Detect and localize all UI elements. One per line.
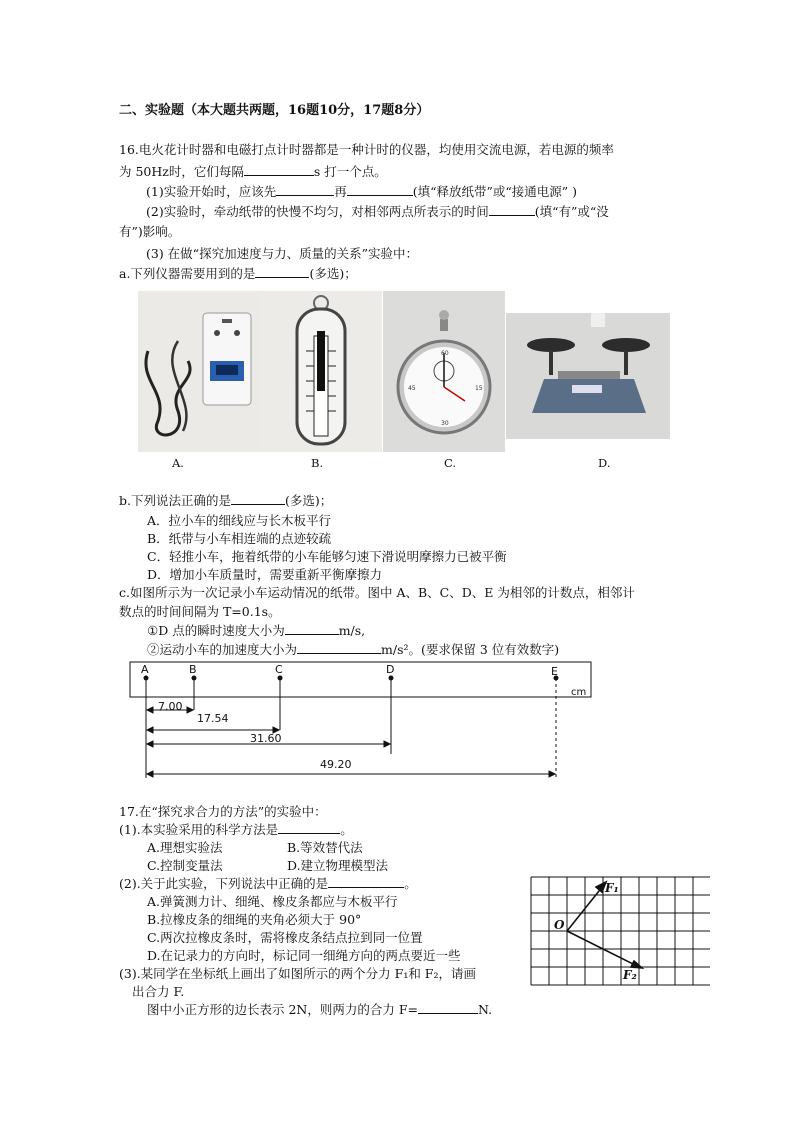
q17-p1-option-c: C.控制变量法	[147, 858, 223, 873]
q16-blank-effect[interactable]	[489, 203, 535, 216]
q17-p2-option-c: C.两次拉橡皮条时，需将橡皮条结点拉到同一位置	[147, 930, 423, 945]
vector-f2-arrowhead	[631, 961, 642, 968]
tape-label-b: B	[189, 663, 197, 676]
q17-blank-correct[interactable]	[328, 875, 404, 888]
tape-dist-ab: 7.00	[158, 700, 183, 713]
q16-b-option-a: A．拉小车的细线应与长木板平行	[147, 513, 332, 528]
q16-stem-line2: 为 50Hz时，它们每隔 s 打一个点。	[119, 164, 387, 179]
tape-label-e: E	[551, 665, 558, 678]
q17-blank-method[interactable]	[278, 821, 340, 834]
tape-dist-ac: 17.54	[197, 712, 229, 725]
q16-blank-b[interactable]	[231, 492, 285, 505]
q17-part3-line2: 出合力 F.	[132, 984, 185, 999]
q16-b-option-b: B．纸带与小车相连端的点迹较疏	[147, 531, 332, 546]
paper-tape-diagram	[125, 658, 595, 783]
tape-dist-ad: 31.60	[250, 732, 282, 745]
q17-p1-option-b: B.等效替代法	[287, 840, 363, 855]
q16-stem-line1: 16.电火花计时器和电磁打点计时器都是一种计时的仪器，均使用交流电源，若电源的频率	[119, 142, 614, 157]
photo-stopwatch	[383, 291, 505, 452]
q17-part1: (1).本实验采用的科学方法是 。	[119, 822, 353, 837]
q17-p1-option-d: D.建立物理模型法	[287, 858, 389, 873]
grid-f1-label: F₁	[605, 881, 619, 895]
q17-stem: 17.在“探究求合力的方法”的实验中：	[119, 804, 327, 819]
q16-part2: (2)实验时，牵动纸带的快慢不均匀，对相邻两点所表示的时间 (填“有”或“没	[146, 204, 609, 219]
q17-p2-option-d: D.在记录力的方向时，标记同一细绳方向的两点要近一些	[147, 948, 461, 963]
q17-p2-option-a: A.弹簧测力计、细绳、橡皮条都应与木板平行	[147, 894, 398, 909]
q17-p1-option-a: A.理想实验法	[147, 840, 223, 855]
photo-spring-scale	[260, 291, 382, 452]
image-label-b: B.	[311, 456, 324, 470]
q16-question-b: b.下列说法正确的是 (多选)；	[119, 493, 333, 508]
q17-part3-line1: (3).某同学在坐标纸上画出了如图所示的两个分力 F₁和 F₂，请画	[119, 966, 476, 981]
q16-part3: (3) 在做“探究加速度与力、质量的关系”实验中：	[146, 246, 418, 261]
q16-c-velocity: ①D 点的瞬时速度大小为 m/s,	[147, 623, 366, 638]
photo-balance-scale	[506, 313, 670, 439]
tape-point-b	[192, 676, 197, 681]
q16-b-option-d: D．增加小车质量时，需要重新平衡摩擦力	[147, 567, 383, 582]
q17-part3-line3: 图中小正方形的边长表示 2N，则两力的合力 F= N.	[147, 1002, 493, 1017]
svg-text:45: 45	[408, 385, 416, 392]
tape-point-a	[144, 676, 149, 681]
image-label-d: D.	[598, 456, 611, 470]
tape-point-c	[278, 676, 283, 681]
q16-blank-a[interactable]	[255, 265, 309, 278]
q16-question-a: a.下列仪器需要用到的是 (多选)；	[119, 266, 357, 281]
grid-f2-label: F₂	[623, 968, 637, 982]
q16-blank-second-step[interactable]	[347, 183, 413, 196]
tape-label-d: D	[386, 663, 395, 676]
q16-question-c-line1: c.如图所示为一次记录小车运动情况的纸带。图中 A、B、C、D、E 为相邻的计数点，相邻计	[119, 585, 635, 600]
image-label-a: A.	[172, 456, 184, 470]
tape-point-d	[389, 676, 394, 681]
tape-unit: cm	[571, 687, 587, 698]
force-grid-diagram	[530, 876, 710, 986]
tape-label-c: C	[275, 663, 283, 676]
q16-question-c-line2: 数点的时间间隔为 T=0.1s。	[119, 604, 281, 619]
svg-text:60: 60	[441, 350, 449, 357]
q16-c-acceleration: ②运动小车的加速度大小为 m/s²。(要求保留 3 位有效数字)	[147, 642, 560, 657]
q16-part1: (1)实验开始时，应该先 再 (填“释放纸带”或“接通电源” )	[146, 184, 578, 199]
q16-b-option-c: C．轻推小车，拖着纸带的小车能够匀速下滑说明摩擦力已被平衡	[147, 549, 507, 564]
q17-blank-resultant[interactable]	[418, 1001, 478, 1014]
q16-blank-velocity[interactable]	[285, 622, 339, 635]
photo-timer-power-supply	[138, 291, 260, 452]
q16-answer-blank-period[interactable]	[244, 163, 314, 176]
section-title: 二、实验题（本大题共两题，16题10分，17题8分）	[119, 103, 430, 118]
q16-blank-acceleration[interactable]	[297, 641, 381, 654]
grid-origin-label: O	[554, 918, 565, 932]
q16-blank-first-step[interactable]	[276, 183, 334, 196]
svg-text:30: 30	[441, 420, 449, 427]
tape-dist-ae: 49.20	[320, 758, 352, 771]
svg-text:15: 15	[475, 385, 483, 392]
q17-p2-option-b: B.拉橡皮条的细绳的夹角必须大于 90°	[147, 912, 362, 927]
tape-label-a: A	[141, 663, 149, 676]
q16-part2-cont: 有”)影响。	[119, 224, 181, 239]
q17-part2: (2).关于此实验，下列说法中正确的是 。	[119, 876, 417, 891]
image-label-c: C.	[444, 456, 457, 470]
